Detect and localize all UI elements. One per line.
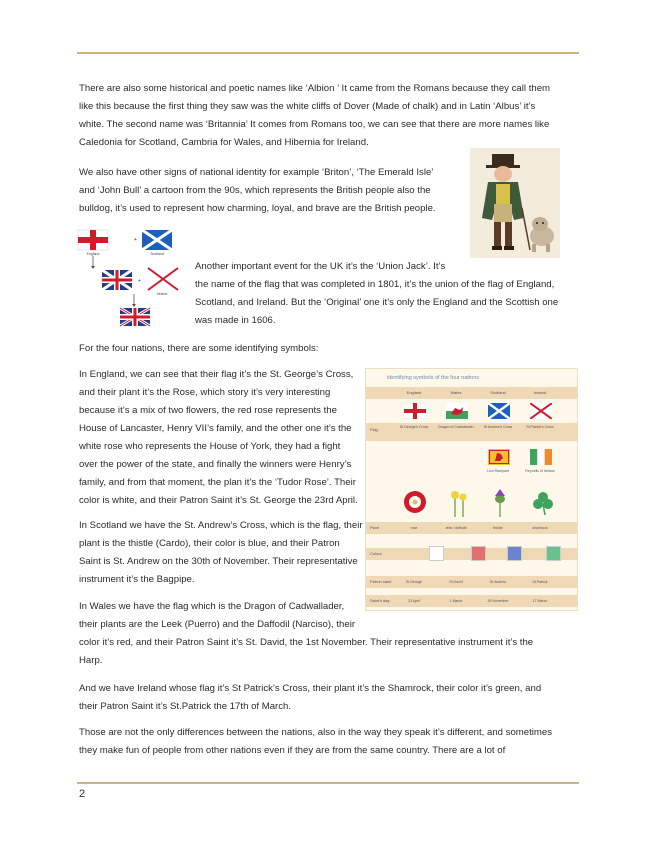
text-line: bulldog, it’s used to represent how charming, loyal, and brave are the British people. bbox=[79, 203, 436, 214]
text-line: Another important event for the UK it’s the ‘Union Jack’. It’s bbox=[195, 261, 446, 272]
text-line: white rose who represents the House of York, they had a fight bbox=[79, 441, 341, 452]
plant-cell-ireland: shamrock bbox=[532, 526, 548, 530]
text-line: There are also some historical and poetic names like ‘Albion ’ It came from the Romans because they call them bbox=[79, 83, 551, 94]
saint-cell-ireland: St Patrick bbox=[532, 580, 548, 584]
colour-swatch-england bbox=[429, 546, 444, 561]
england-flag bbox=[78, 230, 108, 250]
text-line: In Wales we have the flag which is the Dragon of Cadwallader, bbox=[79, 601, 345, 612]
row-label-day: Saint's day bbox=[370, 598, 390, 603]
paragraph-england bbox=[79, 366, 364, 510]
text-line: the name of the flag that was completed in 1801, it’s the union of the flag of England, bbox=[195, 279, 555, 290]
flag-cell-england: St George's Cross bbox=[399, 425, 429, 429]
text-line: they make fun of people from other nations even if they are from the same country. There are a lot of bbox=[79, 745, 506, 756]
header-scotland: Scotland bbox=[490, 390, 506, 395]
plus-sign: + bbox=[138, 278, 141, 284]
colour-swatch-wales bbox=[471, 546, 486, 561]
row-label-plant: Plant bbox=[370, 525, 380, 530]
day-cell-england: 23 April bbox=[408, 599, 420, 603]
text-line: Those are not the only differences between the nations, also in the way they speak it’s different, and sometimes bbox=[79, 727, 553, 738]
union-flag-diagram bbox=[74, 226, 194, 334]
text-line: Scotland, and Ireland. But the ‘Original’ one it’s only the England and the Scottish one bbox=[195, 297, 559, 308]
text-line: like this because the first thing they saw was the white cliffs of Dover (Made of chalk) and in Latin ‘Albus’ it’s bbox=[79, 101, 536, 112]
table-flag-lion-rampant bbox=[488, 449, 510, 465]
colour-swatch-ireland bbox=[546, 546, 561, 561]
text-line: Saint is St. Andrew on the 30th of November. Their representative bbox=[79, 556, 358, 567]
text-line: color is white, and their Patron Saint it’s St. George the 23rd April. bbox=[79, 495, 358, 506]
text-line: and their plant it’s the Rose, which story it’s very interesting bbox=[79, 387, 331, 398]
text-line: their plants are the Leek (Puerro) and the Daffodil (Narciso), their bbox=[79, 619, 356, 630]
ireland-flag bbox=[148, 268, 178, 290]
day-cell-ireland: 17 March bbox=[532, 599, 548, 603]
thistle-icon bbox=[489, 487, 511, 517]
text-line: their Patron Saint it’s St.Patrick the 17th of March. bbox=[79, 701, 292, 712]
text-line: In England, we can see that their flag it’s the St. George’s Cross, bbox=[79, 369, 354, 380]
row-label-saint: Patron saint bbox=[370, 579, 392, 584]
table-flag-republic-ireland bbox=[530, 449, 552, 465]
rose-icon bbox=[402, 489, 428, 515]
flag-label-ireland: Ireland bbox=[156, 292, 168, 296]
flag-cell-scotland: St Andrew's Cross bbox=[483, 425, 513, 429]
header-rule bbox=[77, 52, 579, 54]
text-line: Caledonia for Scotland, Cambria for Wales, and Hibernia for Ireland. bbox=[79, 137, 369, 148]
text-line: We also have other signs of national identity for example ‘Briton’, ‘The Emerald Isle’ bbox=[79, 167, 434, 178]
header-wales: Wales bbox=[450, 390, 462, 395]
header-england: England bbox=[406, 390, 422, 395]
text-line: In Scotland we have the St. Andrew’s Cross, which is the flag, their bbox=[79, 520, 363, 531]
colour-swatch-scotland bbox=[507, 546, 522, 561]
flag-cell-wales: Dragon of Cadwallader bbox=[438, 425, 474, 429]
text-line: Harp. bbox=[79, 655, 103, 666]
footer-rule bbox=[77, 782, 579, 784]
text-line: plant is the thistle (Cardo), their color is blue, and their Patron bbox=[79, 538, 340, 549]
extra-flag-lion-rampant: Lion Rampant bbox=[487, 469, 509, 473]
flag-cell-ireland: St Patrick's Cross bbox=[526, 425, 554, 429]
text-line: because it’s a mix of two flowers, the red rose represents the bbox=[79, 405, 337, 416]
plant-cell-england: rose bbox=[410, 526, 418, 530]
paragraph-scotland bbox=[79, 517, 364, 589]
text-line: family, and from that moment, the plan it’s the ‘Tudor Rose’. Their bbox=[79, 477, 356, 488]
paragraph-union-jack bbox=[195, 258, 585, 330]
text-line: And we have Ireland whose flag it’s St Patrick’s Cross, their plant it’s the Shamrock, their color it’s green, and bbox=[79, 683, 542, 694]
paragraph-symbols-intro bbox=[79, 340, 579, 358]
text-line: was made in 1606. bbox=[195, 315, 276, 326]
john-bull-illustration bbox=[470, 148, 560, 258]
paragraph-differences bbox=[79, 724, 579, 760]
table-flag-wales bbox=[446, 403, 468, 419]
row-label-colour: Colour bbox=[370, 551, 382, 556]
union-flag-1606 bbox=[102, 270, 132, 290]
paragraph-national-identity bbox=[79, 164, 469, 218]
daffodil-icon bbox=[446, 487, 472, 517]
flag-label-scotland: Scotland bbox=[150, 252, 164, 256]
saint-cell-wales: St David bbox=[449, 580, 463, 584]
paragraph-historical-names bbox=[79, 80, 579, 152]
saint-cell-scotland: St Andrew bbox=[490, 580, 506, 584]
text-line: and ‘John Bull’ a cartoon from the 90s, which represents the British people also the bbox=[79, 185, 431, 196]
extra-flag-republic-ireland: Republic of Ireland bbox=[525, 469, 555, 473]
text-line: white. The second name was ‘Britannia’ It comes from Romans too, we can see that there are more names like bbox=[79, 119, 550, 130]
union-flag-1801 bbox=[120, 308, 150, 326]
shamrock-icon bbox=[530, 489, 556, 515]
scotland-flag bbox=[142, 230, 172, 250]
flag-label-england: England bbox=[86, 252, 100, 256]
symbols-table bbox=[365, 368, 578, 611]
text-line: instrument it’s the Bagpipe. bbox=[79, 574, 195, 585]
plant-cell-scotland: thistle bbox=[493, 526, 503, 530]
text-line: color it’s red, and their Patron Saint it’s St. David, the 1st November. Their representative instrument it’s the bbox=[79, 637, 534, 648]
text-line: over the power of the state, and finally the winners were Henry’s bbox=[79, 459, 352, 470]
page-number: 2 bbox=[79, 788, 86, 800]
header-ireland: Ireland bbox=[533, 390, 547, 395]
text-line: House of Lancaster, Henry VII’s family, and the other one it’s the bbox=[79, 423, 352, 434]
text-line: For the four nations, there are some identifying symbols: bbox=[79, 343, 319, 354]
row-label-flag: Flag bbox=[370, 427, 378, 432]
symbols-table-title: identifying symbols of the four nations bbox=[387, 375, 480, 381]
table-flag-ireland bbox=[530, 403, 552, 419]
table-flag-england bbox=[404, 403, 426, 419]
plus-sign: + bbox=[134, 237, 137, 243]
day-cell-scotland: 30 November bbox=[487, 599, 509, 603]
plant-cell-wales: leek / daffodil bbox=[445, 526, 467, 530]
saint-cell-england: St George bbox=[406, 580, 422, 584]
day-cell-wales: 1 March bbox=[449, 599, 463, 603]
table-flag-scotland bbox=[488, 403, 510, 419]
paragraph-ireland bbox=[79, 680, 579, 716]
